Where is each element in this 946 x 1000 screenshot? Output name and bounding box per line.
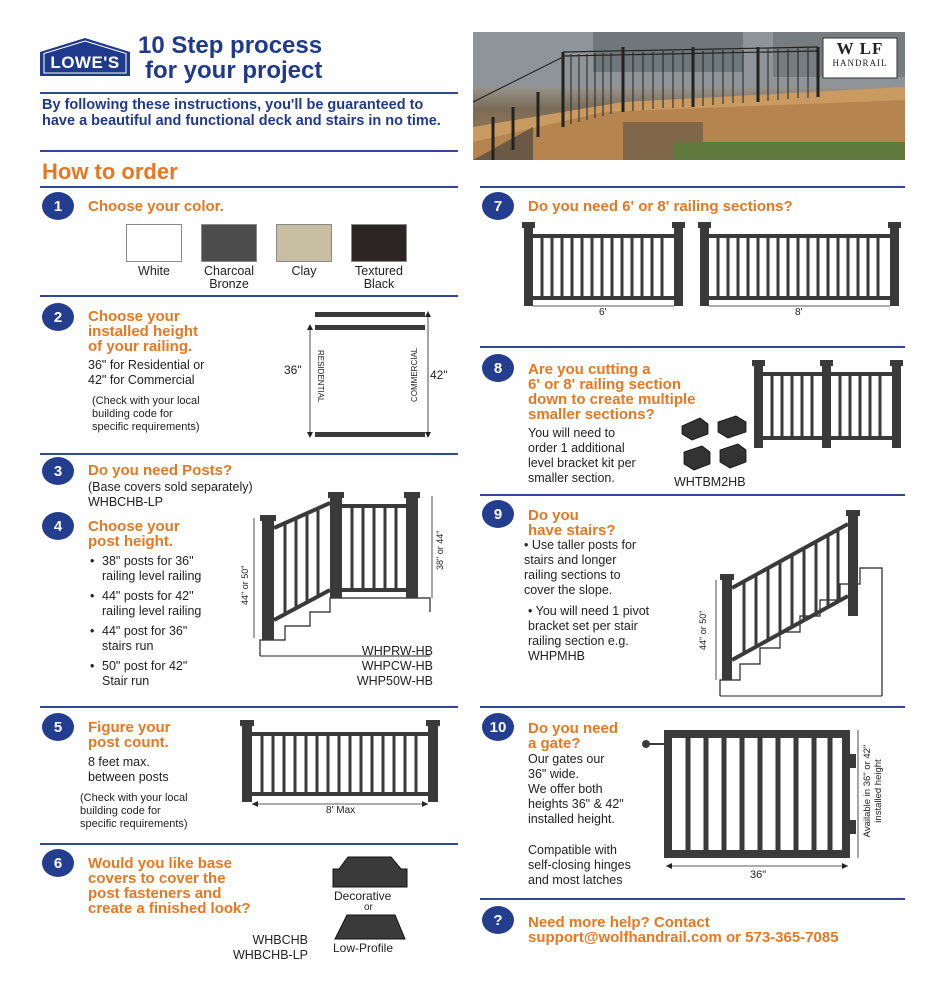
step2-line1: 36" for Residential or — [88, 358, 205, 372]
divider-r3 — [480, 706, 905, 708]
step3-line1: (Base covers sold separately) — [88, 480, 253, 494]
step5-line2: between posts — [88, 770, 169, 784]
step6-title-1: Would you like base — [88, 855, 232, 872]
step10-l3: heights 36" & 42" — [528, 797, 624, 811]
step5-title-1: Figure your — [88, 719, 171, 736]
step10-text-2 — [528, 843, 631, 888]
swatch-clay[interactable] — [276, 224, 332, 262]
step9-b2-0: • You will need 1 pivot — [528, 604, 650, 618]
swatch-textured-black[interactable] — [351, 224, 407, 262]
step5-note3: specific requirements) — [80, 818, 188, 830]
step5-note — [80, 792, 188, 831]
swatch-label-clay-1: Clay — [291, 264, 317, 278]
step10-l1: 36" wide. — [528, 767, 579, 781]
step4-bullet-3 — [90, 624, 250, 654]
step6-title-3: post fasteners and — [88, 885, 222, 902]
label-stair-post: 44" or 50" — [698, 610, 708, 650]
page-title-line2: for your project — [145, 57, 323, 84]
header-divider-top — [40, 92, 458, 94]
step9-b1-2: railing sections to — [524, 568, 621, 582]
divider-5 — [40, 843, 458, 845]
decorative-label: Decorative — [334, 889, 392, 903]
header-divider-bottom — [40, 150, 458, 152]
step4-bullets — [90, 554, 250, 694]
sku-whprw: WHPRW-HB — [361, 644, 433, 658]
swatch-label-white — [114, 265, 194, 278]
divider-r4 — [480, 898, 905, 900]
step4-skus — [345, 644, 433, 689]
divider-2 — [40, 453, 458, 455]
step10-m1: self-closing hinges — [528, 858, 631, 872]
gate-height-1: Available in 36" or 42" — [862, 744, 873, 838]
step7-title: Do you need 6' or 8' railing sections? — [528, 198, 793, 215]
step2-number: 2 — [42, 303, 74, 331]
sku-whpcw: WHPCW-HB — [361, 659, 433, 673]
divider-r0 — [480, 186, 905, 188]
cut-section-diagram — [750, 360, 910, 452]
step9-title — [528, 508, 616, 538]
step5-text — [88, 755, 169, 785]
label-post-left: 44" or 50" — [240, 565, 250, 605]
help-number: ? — [482, 906, 514, 934]
step5-note2: building code for — [80, 805, 161, 817]
label-8-max: 8' Max — [326, 805, 356, 816]
step5-note1: (Check with your local — [80, 792, 188, 804]
step10-title-2: a gate? — [528, 735, 581, 752]
step7-number: 7 — [482, 192, 514, 220]
step4-b2b: railing level railing — [102, 604, 202, 618]
step8-text — [528, 426, 636, 486]
step5-line1: 8 feet max. — [88, 755, 150, 769]
step4-b3b: stairs run — [102, 639, 154, 653]
step8-title-4: smaller sections? — [528, 406, 655, 423]
step9-text-1 — [524, 538, 636, 598]
step8-title-2: 6' or 8' railing section — [528, 376, 682, 393]
step9-b2-3: WHPMHB — [528, 649, 585, 663]
swatch-label-clay — [264, 265, 344, 278]
railing-sections-diagram — [520, 222, 920, 312]
swatch-label-charcoal-1: Charcoal — [203, 264, 255, 278]
step4-title-1: Choose your — [88, 518, 180, 535]
step8-line1: You will need to — [528, 426, 616, 440]
step6-skus — [220, 933, 308, 963]
step2-note2: building code for — [92, 408, 173, 420]
divider-1 — [40, 295, 458, 297]
step4-b4a: • 50" post for 42" — [102, 659, 188, 673]
bracket-kit-icon — [680, 416, 760, 476]
label-residential: RESIDENTIAL — [316, 350, 325, 403]
step4-title — [88, 519, 180, 549]
sku-whbchb-lp: WHBCHB-LP — [232, 948, 308, 962]
step10-title-1: Do you need — [528, 720, 619, 737]
step4-b3a: • 44" post for 36" — [102, 624, 188, 638]
step2-title — [88, 309, 198, 354]
or-label: or — [364, 902, 373, 913]
step9-text-2 — [528, 604, 649, 664]
step10-title — [528, 721, 618, 751]
step10-m2: and most latches — [528, 873, 623, 887]
step8-title — [528, 362, 696, 422]
label-36: 36" — [284, 363, 302, 377]
label-42: 42" — [430, 368, 448, 382]
step3-title: Do you need Posts? — [88, 462, 233, 479]
divider-how — [40, 186, 458, 188]
divider-r2 — [480, 494, 905, 496]
sku-whp50w: WHP50W-HB — [356, 674, 433, 688]
how-to-order-heading: How to order — [42, 159, 178, 184]
step4-number: 4 — [42, 512, 74, 540]
step10-l0: Our gates our — [528, 752, 605, 766]
step10-number: 10 — [482, 713, 514, 741]
divider-4 — [40, 706, 458, 708]
step3-line2: WHBCHB-LP — [88, 495, 164, 509]
swatch-label-white-1: White — [138, 264, 170, 278]
step2-note3: specific requirements) — [92, 421, 200, 433]
swatch-label-charcoal — [189, 265, 269, 291]
step8-line2: order 1 additional — [528, 441, 625, 455]
step2-note1: (Check with your local — [92, 395, 200, 407]
help-contact-link[interactable]: support@wolfhandrail.com or 573-365-7085 — [528, 929, 839, 946]
step9-b2-2: railing section e.g. — [528, 634, 629, 648]
step8-line4: smaller section. — [528, 471, 615, 485]
step2-text — [88, 358, 204, 388]
stair-railing-diagram — [712, 508, 902, 698]
help-text[interactable] — [528, 915, 839, 945]
step6-number: 6 — [42, 849, 74, 877]
step5-title-2: post count. — [88, 734, 169, 751]
decorative-base-cover-icon — [333, 855, 413, 890]
step8-number: 8 — [482, 354, 514, 382]
step9-number: 9 — [482, 500, 514, 528]
sku-whbchb: WHBCHB — [252, 933, 308, 947]
step8-line3: level bracket kit per — [528, 456, 636, 470]
post-height-diagram — [240, 488, 440, 658]
step4-b1a: • 38" posts for 36" — [102, 554, 194, 568]
swatch-label-black — [339, 265, 419, 291]
label-post-right: 38" or 44" — [435, 530, 445, 570]
help-line1: Need more help? Contact — [528, 914, 710, 931]
step5-title — [88, 720, 171, 750]
step8-sku: WHTBM2HB — [674, 475, 746, 489]
step10-l2: We offer both — [528, 782, 603, 796]
wolf-logo-top: W LF — [836, 39, 884, 58]
step4-title-2: post height. — [88, 533, 173, 550]
step4-b2a: • 44" posts for 42" — [102, 589, 194, 603]
swatch-charcoal-bronze[interactable] — [201, 224, 257, 262]
gate-diagram — [640, 724, 860, 874]
page-title-line1: 10 Step process — [138, 32, 323, 59]
step9-title-2: have stairs? — [528, 522, 616, 539]
step9-title-1: Do you — [528, 507, 579, 524]
deck-photo — [473, 32, 905, 160]
step4-b4b: Stair run — [102, 674, 150, 688]
step4-b1b: railing level railing — [102, 569, 202, 583]
step4-bullet-4 — [90, 659, 250, 689]
step3-text — [88, 480, 253, 510]
step9-b1-3: cover the slope. — [524, 583, 613, 597]
label-8ft: 8' — [795, 307, 803, 318]
divider-r1 — [480, 346, 905, 348]
step3-number: 3 — [42, 457, 74, 485]
lowes-logo — [40, 38, 130, 76]
step1-title: Choose your color. — [88, 198, 224, 215]
step6-title-4: create a finished look? — [88, 900, 251, 917]
step6-title — [88, 856, 251, 916]
step8-title-1: Are you cutting a — [528, 361, 651, 378]
wolf-handrail-logo — [823, 40, 897, 68]
wolf-logo-bottom: HANDRAIL — [832, 58, 888, 68]
swatch-label-charcoal-2: Bronze — [209, 277, 249, 291]
step2-line2: 42" for Commercial — [88, 373, 195, 387]
step9-b1-1: stairs and longer — [524, 553, 617, 567]
step10-m0: Compatible with — [528, 843, 617, 857]
swatch-label-black-1: Textured — [355, 264, 403, 278]
gate-height-2: installed height — [873, 759, 884, 823]
intro-text: By following these instructions, you'll be guaranteed to have a beautiful and functional deck and stairs in no time. — [42, 97, 441, 129]
step6-title-2: covers to cover the — [88, 870, 226, 887]
step10-text-1 — [528, 752, 624, 827]
step10-l4: installed height. — [528, 812, 615, 826]
step2-note — [92, 395, 200, 434]
step1-number: 1 — [42, 192, 74, 220]
low-profile-label: Low-Profile — [333, 941, 394, 955]
page-title — [138, 33, 322, 83]
label-6ft: 6' — [599, 307, 607, 318]
label-gate-height — [862, 736, 884, 846]
swatch-white[interactable] — [126, 224, 182, 262]
step4-bullet-1 — [90, 554, 250, 584]
lowes-logo-text: LOWE'S — [50, 53, 120, 72]
swatch-label-black-2: Black — [363, 277, 395, 291]
label-gate-width: 36" — [750, 869, 767, 881]
low-profile-base-cover-icon — [335, 913, 415, 943]
label-commercial: COMMERCIAL — [410, 347, 419, 402]
step9-b1-0: • Use taller posts for — [524, 538, 637, 552]
step5-number: 5 — [42, 713, 74, 741]
step9-b2-1: bracket set per stair — [528, 619, 638, 633]
step2-title-3: of your railing. — [88, 338, 193, 355]
step2-title-1: Choose your — [88, 308, 180, 325]
step2-title-2: installed height — [88, 323, 199, 340]
step8-title-3: down to create multiple — [528, 391, 696, 408]
step4-bullet-2 — [90, 589, 250, 619]
